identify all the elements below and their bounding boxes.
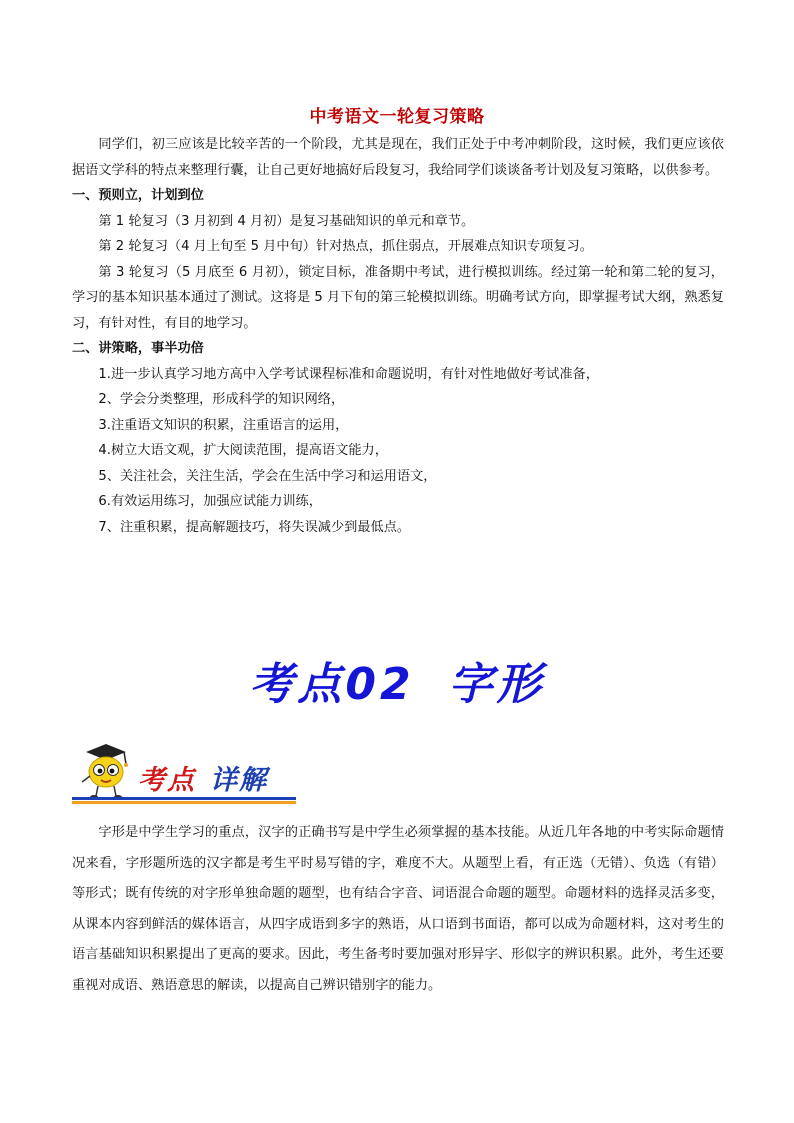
banner-label [138,758,268,797]
banner-word-1: 考点 [138,765,196,796]
strategy-section [72,132,724,540]
section1-heading: 一、预则立，计划到位 [72,188,204,203]
strategy-item-4: 4.树立大语文观，扩大阅读范围，提高语文能力， [98,443,388,458]
mascot-graduate-icon [74,738,138,802]
round-2-paragraph: 第 2 轮复习（4 月上旬至 5 月中旬）针对热点，抓住弱点，开展难点知识专项复习。 [98,239,593,254]
banner-underline-blue [72,797,296,800]
banner-word-2: 详解 [210,765,268,796]
strategy-item-7: 7、注重积累，提高解题技巧，将失误减少到最低点。 [98,519,411,535]
topic-title [0,648,794,712]
topic-title-number: 考点02 [249,659,415,710]
document-title: 中考语文一轮复习策略 [309,107,485,127]
topic-title-name: 字形 [448,659,545,710]
detail-section [72,818,724,1001]
detail-banner [72,738,296,804]
round-3-paragraph: 第 3 轮复习（5 月底至 6 月初），锁定目标，准备期中考试，进行模拟训练。经过第一轮和第二轮的复习，学习的基本知识基本通过了测试。这将是 5 月下旬的第三轮模拟训练。明确考试方向，即掌握考试大纲，熟悉复习，有针对性，有目的地学习。 [72,264,724,331]
intro-paragraph: 同学们，初三应该是比较辛苦的一个阶段，尤其是现在，我们正处于中考冲刺阶段，这时候，我们更应该依据语文学科的特点来整理行囊，让自己更好地搞好后段复习，我给同学们谈谈备考计划及复习策略，以供参考。 [72,137,724,178]
strategy-item-3: 3.注重语文知识的积累，注重语言的运用， [98,417,349,433]
strategy-item-5: 5、关注社会，关注生活，学会在生活中学习和运用语文， [98,468,437,484]
strategy-item-6: 6.有效运用练习，加强应试能力训练， [98,494,322,509]
strategy-item-2: 2、学会分类整理，形成科学的知识网络， [98,392,345,407]
banner-underline-orange [72,801,296,804]
round-1-paragraph: 第 1 轮复习（3 月初到 4 月初）是复习基础知识的单元和章节。 [98,213,475,229]
strategy-item-1: 1.进一步认真学习地方高中入学考试课程标准和命题说明，有针对性地做好考试准备， [98,366,599,382]
detail-paragraph: 字形是中学生学习的重点，汉字的正确书写是中学生必须掌握的基本技能。从近几年各地的中考实际命题情况来看，字形题所选的汉字都是考生平时易写错的字，难度不大。从题型上看，有正选（无错）、负选（有错）等形式；既有传统的对字形单独命题的题型，也有结合字音、词语混合命题的题型。命题材料的选择灵活多变，从课本内容到鲜活的媒体语言，从四字成语到多字的熟语，从口语到书面语，都可以成为命题材料，这对考生的语言基础知识积累提出了更高的要求。因此，考生备考时要加强对形异字、形似字的辨识积累。此外，考生还要重视对成语、熟语意思的解读，以提高自己辨识错别字的能力。 [72,825,724,993]
section2-heading: 二、讲策略，事半功倍 [72,341,204,356]
